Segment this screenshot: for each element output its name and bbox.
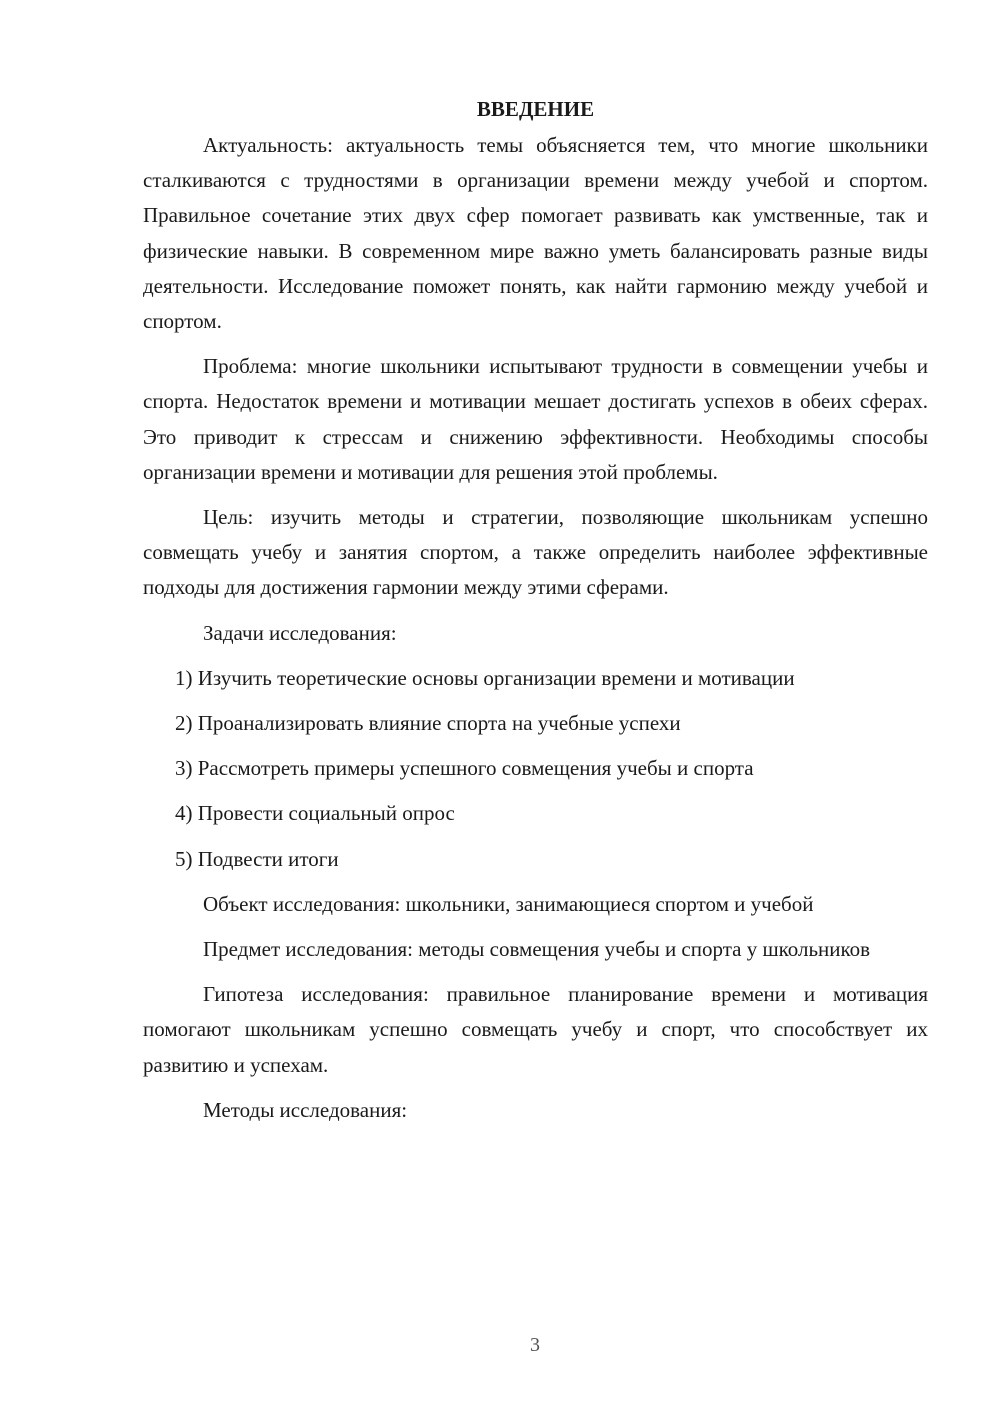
paragraph-methods: Методы исследования:: [203, 1097, 408, 1122]
document-body: [143, 92, 928, 1138]
list-item: 3) Рассмотреть примеры успешного совмещения учебы и спорта: [175, 756, 754, 781]
paragraph-problem: Проблема: многие школьники испытывают трудности в совмещении учебы и спорта. Недостаток времени и мотивации мешает достигать успехов в обеих сферах. Это приводит к стрессам и снижению эффективности. Необходимы способы организации времени и мотивации для решения этой проблемы.: [143, 354, 928, 484]
paragraph-relevance: Актуальность: актуальность темы объясняется тем, что многие школьники сталкиваются с трудностями в организации времени между учебой и спортом. Правильное сочетание этих двух сфер помогает развивать как умственные, так и физические навыки. В современном мире важно уметь балансировать разные виды деятельности. Исследование поможет понять, как найти гармонию между учебой и спортом.: [143, 133, 928, 334]
paragraph-goal: Цель: изучить методы и стратегии, позволяющие школьникам успешно совмещать учебу и занятия спортом, а также определить наиболее эффективные подходы для достижения гармонии между этими сферами.: [143, 505, 928, 600]
list-item: 4) Провести социальный опрос: [175, 801, 455, 826]
list-item: 2) Проанализировать влияние спорта на учебные успехи: [175, 711, 681, 736]
paragraph-subject: Предмет исследования: методы совмещения учебы и спорта у школьников: [203, 937, 871, 962]
tasks-title: Задачи исследования:: [203, 620, 397, 645]
list-item: 5) Подвести итоги: [175, 846, 339, 871]
list-item: 1) Изучить теоретические основы организации времени и мотивации: [175, 665, 795, 690]
tasks-list: [143, 661, 928, 877]
page-number: 3: [530, 1334, 540, 1356]
section-heading: ВВЕДЕНИЕ: [476, 97, 595, 121]
paragraph-object: Объект исследования: школьники, занимающиеся спортом и учебой: [203, 891, 814, 916]
paragraph-hypothesis: Гипотеза исследования: правильное планирование времени и мотивация помогают школьникам успешно совмещать учебу и спорт, что способствует их развитию и успехам.: [143, 982, 928, 1077]
